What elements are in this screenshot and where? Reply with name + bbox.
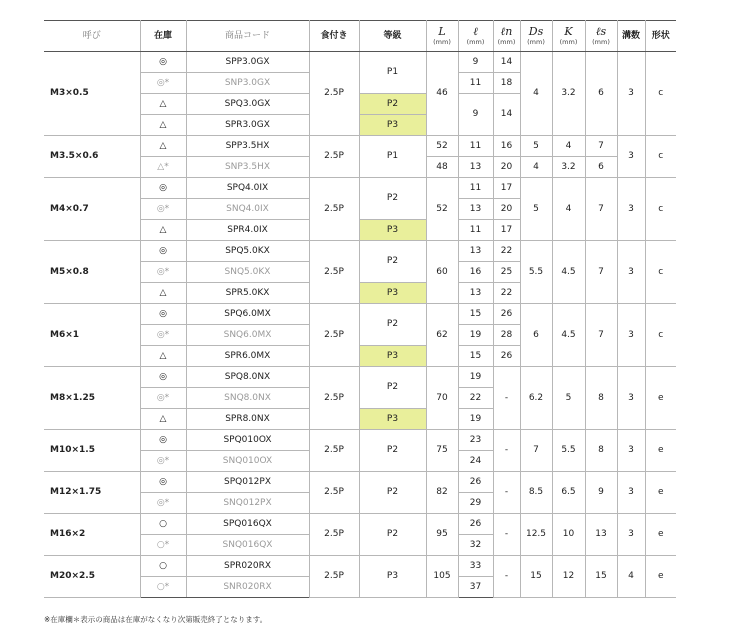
ds-cell: 7: [520, 430, 552, 472]
ds-cell: 15: [520, 556, 552, 598]
ln-cell: 14: [493, 94, 520, 136]
l-cell: 26: [458, 514, 493, 535]
ln-cell: 18: [493, 73, 520, 94]
ls-cell: 15: [585, 556, 617, 598]
shape-cell: e: [645, 514, 676, 556]
bite-cell: 2.5P: [309, 514, 359, 556]
L-cell: 105: [426, 556, 458, 598]
flutes-cell: 3: [617, 430, 645, 472]
L-cell: 46: [426, 52, 458, 136]
header-flutes: 溝数: [617, 21, 645, 52]
code-cell: SPQ5.0KX: [186, 241, 309, 262]
grade-cell: P2: [359, 472, 426, 514]
stock-cell: ◎: [140, 304, 186, 325]
table-row: [44, 136, 676, 157]
stock-cell: △: [140, 94, 186, 115]
code-cell: SNQ6.0MX: [186, 325, 309, 346]
ln-cell: -: [493, 556, 520, 598]
shape-cell: c: [645, 241, 676, 304]
stock-cell: ○*: [140, 535, 186, 556]
bite-cell: 2.5P: [309, 241, 359, 304]
ds-cell: 12.5: [520, 514, 552, 556]
code-cell: SPP3.5HX: [186, 136, 309, 157]
l-cell: 29: [458, 493, 493, 514]
stock-cell: ◎*: [140, 73, 186, 94]
flutes-cell: 3: [617, 514, 645, 556]
table-row: [44, 178, 676, 199]
code-cell: SPQ3.0GX: [186, 94, 309, 115]
flutes-cell: 4: [617, 556, 645, 598]
size-cell: M4×0.7: [44, 178, 140, 241]
l-cell: 9: [458, 94, 493, 136]
stock-cell: △: [140, 136, 186, 157]
bite-cell: 2.5P: [309, 52, 359, 136]
ln-cell: -: [493, 430, 520, 472]
bite-cell: 2.5P: [309, 304, 359, 367]
header-stock: 在庫: [140, 21, 186, 52]
ls-cell: 8: [585, 430, 617, 472]
header-ls: ℓs (mm): [585, 21, 617, 52]
ls-cell: 8: [585, 367, 617, 430]
l-cell: 33: [458, 556, 493, 577]
L-cell: 70: [426, 367, 458, 430]
ls-cell: 6: [585, 52, 617, 136]
l-cell: 13: [458, 241, 493, 262]
size-cell: M3.5×0.6: [44, 136, 140, 178]
stock-cell: ○: [140, 556, 186, 577]
shape-cell: c: [645, 304, 676, 367]
shape-cell: c: [645, 136, 676, 178]
l-cell: 19: [458, 325, 493, 346]
shape-cell: e: [645, 556, 676, 598]
flutes-cell: 3: [617, 472, 645, 514]
ln-cell: 25: [493, 262, 520, 283]
ds-cell: 4: [520, 157, 552, 178]
code-cell: SPQ8.0NX: [186, 367, 309, 388]
l-cell: 13: [458, 157, 493, 178]
code-cell: SNP3.0GX: [186, 73, 309, 94]
L-cell: 52: [426, 178, 458, 241]
l-cell: 15: [458, 304, 493, 325]
K-cell: 3.2: [552, 52, 585, 136]
code-cell: SPQ4.0IX: [186, 178, 309, 199]
grade-cell: P1: [359, 136, 426, 178]
code-cell: SPR8.0NX: [186, 409, 309, 430]
code-cell: SPR6.0MX: [186, 346, 309, 367]
flutes-cell: 3: [617, 178, 645, 241]
stock-cell: ◎*: [140, 388, 186, 409]
l-cell: 13: [458, 199, 493, 220]
ls-cell: 9: [585, 472, 617, 514]
code-cell: SPR3.0GX: [186, 115, 309, 136]
ln-cell: 16: [493, 136, 520, 157]
K-cell: 4.5: [552, 304, 585, 367]
bite-cell: 2.5P: [309, 178, 359, 241]
stock-cell: △: [140, 115, 186, 136]
ln-cell: 28: [493, 325, 520, 346]
bite-cell: 2.5P: [309, 367, 359, 430]
code-cell: SNQ016QX: [186, 535, 309, 556]
K-cell: 3.2: [552, 157, 585, 178]
size-cell: M5×0.8: [44, 241, 140, 304]
K-cell: 4: [552, 178, 585, 241]
footnote: ※在庫欄＊表示の商品は在庫がなくなり次第販売終了となります。: [44, 615, 268, 624]
grade-cell: P3: [359, 346, 426, 367]
shape-cell: c: [645, 52, 676, 136]
ln-cell: 26: [493, 304, 520, 325]
flutes-cell: 3: [617, 52, 645, 136]
K-cell: 5: [552, 367, 585, 430]
table-row: [44, 304, 676, 325]
size-cell: M6×1: [44, 304, 140, 367]
ls-cell: 6: [585, 157, 617, 178]
grade-cell: P3: [359, 556, 426, 598]
stock-cell: ◎: [140, 52, 186, 73]
L-cell: 75: [426, 430, 458, 472]
l-cell: 37: [458, 577, 493, 598]
grade-cell: P2: [359, 304, 426, 346]
code-cell: SPQ6.0MX: [186, 304, 309, 325]
stock-cell: ◎*: [140, 493, 186, 514]
K-cell: 4: [552, 136, 585, 157]
code-cell: SNP3.5HX: [186, 157, 309, 178]
bite-cell: 2.5P: [309, 136, 359, 178]
stock-cell: ◎: [140, 430, 186, 451]
flutes-cell: 3: [617, 367, 645, 430]
ls-cell: 7: [585, 304, 617, 367]
stock-cell: ○: [140, 514, 186, 535]
stock-cell: ◎: [140, 472, 186, 493]
table-row: [44, 241, 676, 262]
l-cell: 9: [458, 52, 493, 73]
l-cell: 15: [458, 346, 493, 367]
stock-cell: ◎: [140, 367, 186, 388]
l-cell: 26: [458, 472, 493, 493]
shape-cell: e: [645, 472, 676, 514]
ln-cell: -: [493, 367, 520, 430]
ds-cell: 5: [520, 178, 552, 241]
stock-cell: ◎*: [140, 325, 186, 346]
size-cell: M20×2.5: [44, 556, 140, 598]
stock-cell: ◎*: [140, 451, 186, 472]
header-l: ℓ (mm): [458, 21, 493, 52]
header-ds: Ds (mm): [520, 21, 552, 52]
spec-table: [44, 20, 676, 598]
grade-cell: P2: [359, 514, 426, 556]
l-cell: 16: [458, 262, 493, 283]
K-cell: 6.5: [552, 472, 585, 514]
l-cell: 23: [458, 430, 493, 451]
stock-cell: ◎: [140, 241, 186, 262]
code-cell: SPR020RX: [186, 556, 309, 577]
code-cell: SNQ5.0KX: [186, 262, 309, 283]
ls-cell: 13: [585, 514, 617, 556]
ln-cell: 20: [493, 157, 520, 178]
bite-cell: 2.5P: [309, 472, 359, 514]
table-row: [44, 514, 676, 535]
table-row: [44, 430, 676, 451]
l-cell: 22: [458, 388, 493, 409]
K-cell: 12: [552, 556, 585, 598]
ls-cell: 7: [585, 241, 617, 304]
shape-cell: e: [645, 430, 676, 472]
l-cell: 11: [458, 178, 493, 199]
stock-cell: ◎*: [140, 262, 186, 283]
header-code: 商品コード: [186, 21, 309, 52]
l-cell: 24: [458, 451, 493, 472]
table-header: [44, 21, 676, 52]
stock-cell: △: [140, 409, 186, 430]
l-cell: 11: [458, 73, 493, 94]
L-cell: 95: [426, 514, 458, 556]
grade-cell: P3: [359, 220, 426, 241]
ds-cell: 6: [520, 304, 552, 367]
header-K: K (mm): [552, 21, 585, 52]
grade-cell: P2: [359, 178, 426, 220]
l-cell: 11: [458, 136, 493, 157]
ln-cell: -: [493, 514, 520, 556]
grade-cell: P2: [359, 430, 426, 472]
L-cell: 62: [426, 304, 458, 367]
size-cell: M12×1.75: [44, 472, 140, 514]
ls-cell: 7: [585, 178, 617, 241]
grade-cell: P3: [359, 409, 426, 430]
ln-cell: 22: [493, 283, 520, 304]
grade-cell: P1: [359, 52, 426, 94]
code-cell: SNQ8.0NX: [186, 388, 309, 409]
bite-cell: 2.5P: [309, 556, 359, 598]
size-cell: M16×2: [44, 514, 140, 556]
code-cell: SNR020RX: [186, 577, 309, 598]
ln-cell: 17: [493, 220, 520, 241]
ds-cell: 5.5: [520, 241, 552, 304]
code-cell: SPP3.0GX: [186, 52, 309, 73]
header-L: L (mm): [426, 21, 458, 52]
L-cell: 52: [426, 136, 458, 157]
header-ln: ℓn (mm): [493, 21, 520, 52]
size-cell: M10×1.5: [44, 430, 140, 472]
stock-cell: △: [140, 346, 186, 367]
grade-cell: P2: [359, 367, 426, 409]
stock-cell: △: [140, 283, 186, 304]
ds-cell: 4: [520, 52, 552, 136]
header-bite: 食付き: [309, 21, 359, 52]
header-shape: 形状: [645, 21, 676, 52]
code-cell: SNQ4.0IX: [186, 199, 309, 220]
l-cell: 19: [458, 409, 493, 430]
table-row: [44, 367, 676, 388]
K-cell: 5.5: [552, 430, 585, 472]
grade-cell: P2: [359, 94, 426, 115]
l-cell: 11: [458, 220, 493, 241]
ln-cell: 26: [493, 346, 520, 367]
grade-cell: P3: [359, 283, 426, 304]
code-cell: SNQ010OX: [186, 451, 309, 472]
table-row: [44, 52, 676, 73]
code-cell: SNQ012PX: [186, 493, 309, 514]
ln-cell: 22: [493, 241, 520, 262]
K-cell: 4.5: [552, 241, 585, 304]
code-cell: SPQ010OX: [186, 430, 309, 451]
flutes-cell: 3: [617, 304, 645, 367]
stock-cell: △*: [140, 157, 186, 178]
size-cell: M8×1.25: [44, 367, 140, 430]
L-cell: 82: [426, 472, 458, 514]
code-cell: SPR4.0IX: [186, 220, 309, 241]
shape-cell: e: [645, 367, 676, 430]
table-body: [44, 52, 676, 598]
table-row: [44, 556, 676, 577]
stock-cell: ○*: [140, 577, 186, 598]
ds-cell: 6.2: [520, 367, 552, 430]
code-cell: SPR5.0KX: [186, 283, 309, 304]
L-cell: 60: [426, 241, 458, 304]
header-grade: 等級: [359, 21, 426, 52]
shape-cell: c: [645, 178, 676, 241]
ds-cell: 5: [520, 136, 552, 157]
stock-cell: ◎: [140, 178, 186, 199]
header-size: 呼び: [44, 21, 140, 52]
stock-cell: △: [140, 220, 186, 241]
flutes-cell: 3: [617, 136, 645, 178]
K-cell: 10: [552, 514, 585, 556]
table-row: [44, 472, 676, 493]
ln-cell: -: [493, 472, 520, 514]
l-cell: 19: [458, 367, 493, 388]
l-cell: 32: [458, 535, 493, 556]
code-cell: SPQ016QX: [186, 514, 309, 535]
ds-cell: 8.5: [520, 472, 552, 514]
ln-cell: 17: [493, 178, 520, 199]
l-cell: 13: [458, 283, 493, 304]
grade-cell: P3: [359, 115, 426, 136]
ls-cell: 7: [585, 136, 617, 157]
flutes-cell: 3: [617, 241, 645, 304]
stock-cell: ◎*: [140, 199, 186, 220]
code-cell: SPQ012PX: [186, 472, 309, 493]
size-cell: M3×0.5: [44, 52, 140, 136]
ln-cell: 20: [493, 199, 520, 220]
L-cell: 48: [426, 157, 458, 178]
ln-cell: 14: [493, 52, 520, 73]
bite-cell: 2.5P: [309, 430, 359, 472]
grade-cell: P2: [359, 241, 426, 283]
